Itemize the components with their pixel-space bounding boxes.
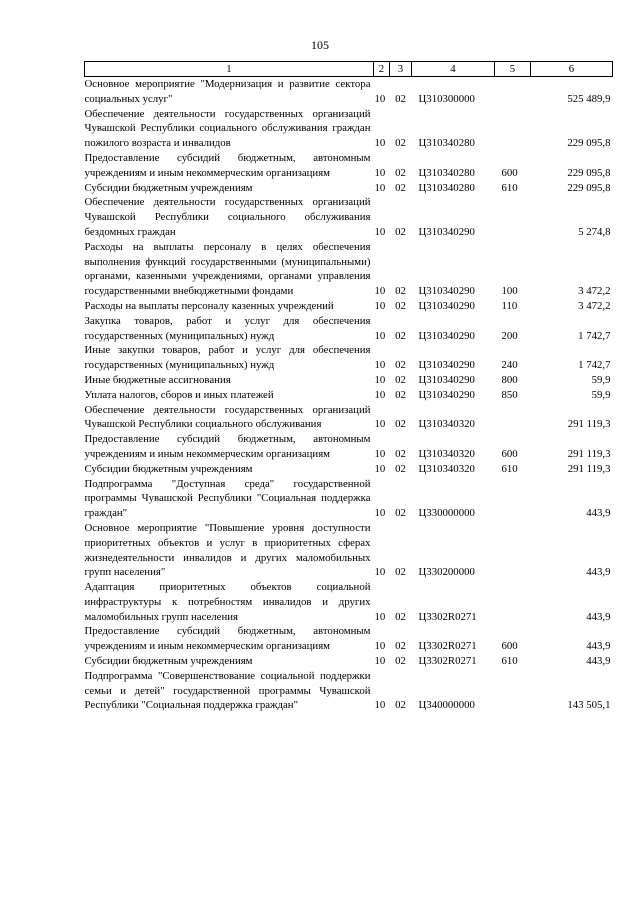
expense-type-cell (495, 580, 531, 624)
expense-name-cell: Адаптация приоритетных объектов социальной инфраструктуры к потребностям инвалидов и других маломобильных групп населения (84, 581, 371, 623)
expense-name-cell: Подпрограмма "Совершенствование социальной поддержки семьи и детей" государственной программы Чувашской Республики "Социальная поддержка граждан" (84, 669, 371, 712)
target-article-cell: Ц3302R0271 (418, 640, 477, 653)
expense-name-cell: Закупка товаров, работ и услуг для обеспечения государственных (муниципальных) нужд (84, 314, 371, 342)
target-article-cell: Ц310340290 (418, 388, 475, 401)
expense-type-cell: 600 (501, 166, 518, 179)
table-row (85, 432, 613, 462)
amount-cell: 525 489,9 (567, 92, 611, 105)
table-row (85, 580, 613, 624)
column-header: 4 (412, 62, 495, 77)
target-article-cell: Ц3302R0271 (418, 655, 477, 668)
expense-type-cell: 600 (501, 447, 518, 460)
expense-name-cell: Уплата налогов, сборов и иных платежей (84, 388, 274, 401)
table-row (85, 521, 613, 580)
section-code-cell: 10 (374, 566, 386, 579)
expense-name-cell: Обеспечение деятельности государственных организаций Чувашской Республики социального обслуживания бездомных граждан (84, 196, 371, 238)
expense-name-cell: Основное мероприятие "Повышение уровня доступности приоритетных объектов и услуг в приоритетных сферах жизнедеятельности инвалидов и других маломобильных групп населения" (84, 521, 371, 579)
expense-type-cell: 110 (501, 299, 518, 312)
expense-name-cell: Предоставление субсидий бюджетным, автономным учреждениям и иным некоммерческим организациям (84, 151, 371, 179)
expense-name-cell: Предоставление субсидий бюджетным, автономным учреждениям и иным некоммерческим организациям (84, 625, 371, 653)
table-body (85, 77, 613, 714)
subsection-code-cell: 02 (395, 373, 406, 386)
section-code-cell: 10 (374, 507, 386, 520)
amount-cell: 5 274,8 (578, 225, 611, 238)
amount-cell: 1 742,7 (578, 329, 611, 342)
subsection-code-cell: 02 (395, 137, 406, 150)
expense-type-cell (495, 107, 531, 151)
table-row (85, 240, 613, 299)
target-article-cell: Ц310340290 (418, 225, 475, 238)
table-row (85, 181, 613, 196)
amount-cell: 291 119,3 (567, 462, 611, 475)
expense-type-cell: 200 (501, 329, 518, 342)
target-article-cell: Ц310340280 (418, 166, 475, 179)
expense-name-cell: Обеспечение деятельности государственных организаций Чувашской Республики социального обслуживания (84, 403, 371, 431)
expense-type-cell: 610 (501, 181, 518, 194)
amount-cell: 443,9 (586, 566, 611, 579)
expense-type-cell (495, 669, 531, 713)
table-row (85, 477, 613, 521)
section-code-cell: 10 (374, 92, 386, 105)
amount-cell: 291 119,3 (567, 418, 611, 431)
column-header: 2 (374, 62, 390, 77)
amount-cell: 143 505,1 (567, 699, 611, 712)
expense-name-cell: Подпрограмма "Доступная среда" государственной программы Чувашской Республики "Социальная поддержка граждан" (84, 477, 371, 520)
table-row (85, 373, 613, 388)
section-code-cell: 10 (374, 225, 386, 238)
expense-type-cell (495, 195, 531, 239)
subsection-code-cell: 02 (395, 92, 406, 105)
target-article-cell: Ц310340320 (418, 447, 475, 460)
target-article-cell: Ц310340290 (418, 373, 475, 386)
target-article-cell: Ц310340290 (418, 359, 475, 372)
target-article-cell: Ц310340320 (418, 462, 475, 475)
subsection-code-cell: 02 (395, 507, 406, 520)
expense-type-cell: 600 (501, 640, 518, 653)
subsection-code-cell: 02 (395, 225, 406, 238)
section-code-cell: 10 (374, 462, 386, 475)
section-code-cell: 10 (374, 285, 386, 298)
column-header: 1 (85, 62, 374, 77)
table-row (85, 654, 613, 669)
subsection-code-cell: 02 (395, 285, 406, 298)
section-code-cell: 10 (374, 329, 386, 342)
subsection-code-cell: 02 (395, 447, 406, 460)
subsection-code-cell: 02 (395, 566, 406, 579)
expense-type-cell (495, 77, 531, 107)
target-article-cell: Ц330000000 (418, 507, 475, 520)
subsection-code-cell: 02 (395, 388, 406, 401)
target-article-cell: Ц310340290 (418, 285, 475, 298)
amount-cell: 59,9 (591, 388, 611, 401)
subsection-code-cell: 02 (395, 699, 406, 712)
table-row (85, 669, 613, 713)
column-header: 6 (531, 62, 613, 77)
amount-cell: 291 119,3 (567, 447, 611, 460)
expense-type-cell: 610 (501, 462, 518, 475)
expense-type-cell: 850 (501, 388, 518, 401)
table-row (85, 151, 613, 181)
subsection-code-cell: 02 (395, 166, 406, 179)
expense-name-cell: Основное мероприятие "Модернизация и развитие сектора социальных услуг" (84, 78, 371, 105)
table-row (85, 462, 613, 477)
amount-cell: 3 472,2 (578, 285, 611, 298)
section-code-cell: 10 (374, 181, 386, 194)
section-code-cell: 10 (374, 137, 386, 150)
target-article-cell: Ц310340320 (418, 418, 475, 431)
subsection-code-cell: 02 (395, 299, 406, 312)
section-code-cell: 10 (374, 610, 386, 623)
table-row (85, 403, 613, 433)
table-row (85, 195, 613, 239)
amount-cell: 229 095,8 (567, 181, 611, 194)
subsection-code-cell: 02 (395, 418, 406, 431)
subsection-code-cell: 02 (395, 462, 406, 475)
amount-cell: 229 095,8 (567, 166, 611, 179)
expense-name-cell: Иные закупки товаров, работ и услуг для обеспечения государственных (муниципальных) нужд (84, 344, 371, 372)
subsection-code-cell: 02 (395, 359, 406, 372)
target-article-cell: Ц310340280 (418, 181, 475, 194)
amount-cell: 1 742,7 (578, 359, 611, 372)
amount-cell: 229 095,8 (567, 137, 611, 150)
section-code-cell: 10 (374, 299, 386, 312)
amount-cell: 443,9 (586, 655, 611, 668)
amount-cell: 443,9 (586, 610, 611, 623)
amount-cell: 443,9 (586, 640, 611, 653)
subsection-code-cell: 02 (395, 655, 406, 668)
table-row (85, 107, 613, 151)
table-header-row (85, 62, 613, 77)
target-article-cell: Ц340000000 (418, 699, 475, 712)
budget-table (84, 61, 613, 713)
expense-type-cell: 610 (501, 655, 518, 668)
column-header: 5 (495, 62, 531, 77)
target-article-cell: Ц310300000 (418, 92, 475, 105)
subsection-code-cell: 02 (395, 181, 406, 194)
expense-name-cell: Иные бюджетные ассигнования (84, 373, 231, 386)
section-code-cell: 10 (374, 166, 386, 179)
section-code-cell: 10 (374, 447, 386, 460)
amount-cell: 3 472,2 (578, 299, 611, 312)
section-code-cell: 10 (374, 655, 386, 668)
amount-cell: 443,9 (586, 507, 611, 520)
table-row (85, 314, 613, 344)
subsection-code-cell: 02 (395, 610, 406, 623)
table-row (85, 388, 613, 403)
subsection-code-cell: 02 (395, 329, 406, 342)
expense-name-cell: Расходы на выплаты персоналу в целях обеспечения выполнения функций государственными (муниципальными) органами, казенными учреждениями, органами управления государственными внебюджетными фондами (84, 240, 371, 298)
table-row (85, 343, 613, 373)
page-number: 105 (311, 38, 329, 52)
expense-type-cell (495, 477, 531, 521)
expense-name-cell: Предоставление субсидий бюджетным, автономным учреждениям и иным некоммерческим организациям (84, 433, 371, 460)
expense-type-cell: 100 (501, 285, 518, 298)
column-header: 3 (390, 62, 412, 77)
target-article-cell: Ц330200000 (418, 566, 475, 579)
target-article-cell: Ц3302R0271 (418, 610, 477, 623)
section-code-cell: 10 (374, 699, 386, 712)
target-article-cell: Ц310340290 (418, 299, 475, 312)
expense-type-cell: 800 (501, 373, 518, 386)
section-code-cell: 10 (374, 418, 386, 431)
expense-type-cell (495, 403, 531, 433)
amount-cell: 59,9 (591, 373, 611, 386)
expense-name-cell: Обеспечение деятельности государственных организаций Чувашской Республики социального обслуживания граждан пожилого возраста и инвалидов (84, 107, 371, 150)
subsection-code-cell: 02 (395, 640, 406, 653)
expense-name-cell: Расходы на выплаты персоналу казенных учреждений (84, 299, 334, 312)
target-article-cell: Ц310340280 (418, 137, 475, 150)
table-row (85, 624, 613, 654)
section-code-cell: 10 (374, 640, 386, 653)
expense-name-cell: Субсидии бюджетным учреждениям (84, 181, 253, 194)
table-row (85, 299, 613, 314)
section-code-cell: 10 (374, 359, 386, 372)
expense-type-cell (495, 521, 531, 580)
target-article-cell: Ц310340290 (418, 329, 475, 342)
expense-name-cell: Субсидии бюджетным учреждениям (84, 655, 253, 668)
section-code-cell: 10 (374, 373, 386, 386)
table-row (85, 77, 613, 107)
section-code-cell: 10 (374, 388, 386, 401)
expense-type-cell: 240 (501, 359, 518, 372)
expense-name-cell: Субсидии бюджетным учреждениям (84, 462, 253, 475)
